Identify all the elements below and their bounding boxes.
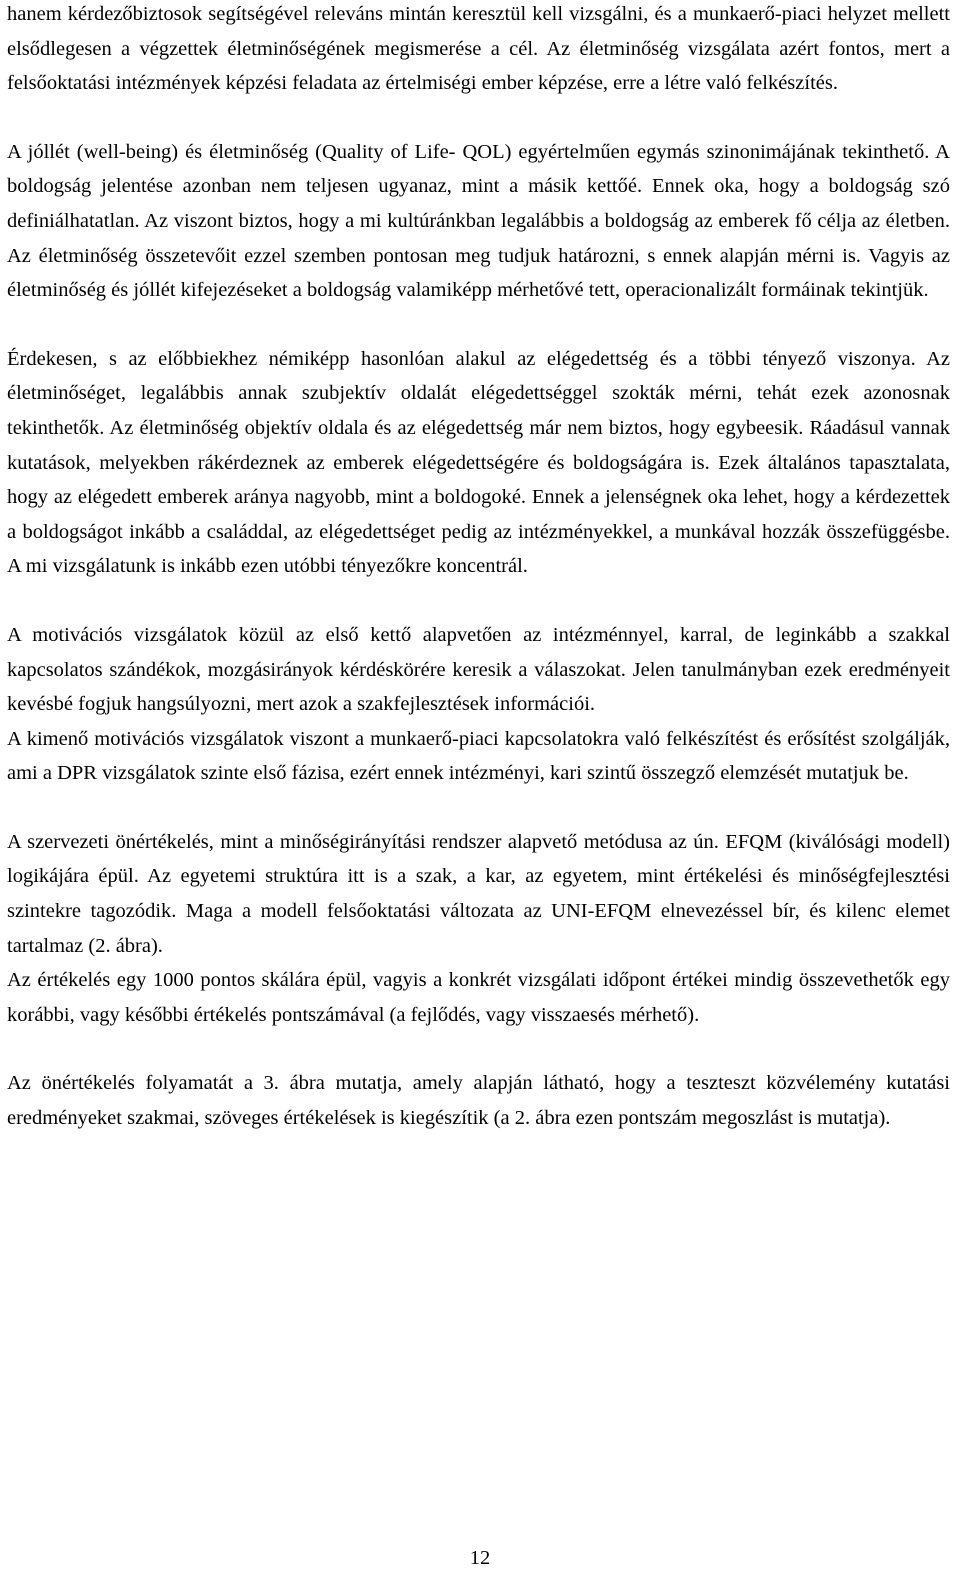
paragraph-satisfaction: Érdekesen, s az előbbiekhez némiképp hasonlóan alakul az elégedettség és a többi tényező viszonya. Az életminőséget, legalábbis annak szubjektív oldalát elégedettséggel szokták mérni, tehát ezek azonosnak tekinthetők. Az életminőség objektív oldala és az elégedettség már nem biztos, hogy egybeesik. Ráadásul vannak kutatások, melyekben rákérdeznek az emberek elégedettségére és boldogságára is. Ezek általános tapasztalata, hogy az elégedett emberek aránya nagyobb, mint a boldogoké. Ennek a jelenségnek oka lehet, hogy a kérdezettek a boldogságot inkább a családdal, az elégedettséget pedig az intézményekkel, a munkával hozzák összefüggésbe. A mi vizsgálatunk is inkább ezen utóbbi tényezőkre koncentrál. (7, 347, 950, 578)
paragraph-outgoing-motivation: A kimenő motivációs vizsgálatok viszont a munkaerő-piaci kapcsolatokra való felkészítést és erősítést szolgálják, ami a DPR vizsgálatok szinte első fázisa, ezért ennek intézményi, kari szintű összegző elemzését mutatjuk be. (7, 727, 950, 785)
document-page (7, 0, 950, 1136)
page-number: 12 (469, 1547, 491, 1569)
paragraph-wellbeing-definition: A jóllét (well-being) és életminőség (Quality of Life- QOL) egyértelműen egymás szinonimájának tekinthető. A boldogság jelentése azonban nem teljesen ugyanaz, mint a másik kettőé. Ennek oka, hogy a boldogság szó definiálhatatlan. Az viszont biztos, hogy a mi kultúránkban legalábbis a boldogság az emberek fő célja az életben. Az életminőség összetevőit ezzel szemben pontosan meg tudjuk határozni, s ennek alapján mérni is. Vagyis az életminőség és jóllét kifejezéseket a boldogság valamiképp mérhetővé tett, operacionalizált formáinak tekintjük. (7, 140, 950, 302)
paragraph-self-assessment-process: Az önértékelés folyamatát a 3. ábra mutatja, amely alapján látható, hogy a teszteszt közvélemény kutatási eredményeket szakmai, szöveges értékelések is kiegészítik (a 2. ábra ezen pontszám megoszlást is mutatja). (7, 1072, 950, 1130)
paragraph-life-quality-intro: hanem kérdezőbiztosok segítségével releváns mintán keresztül kell vizsgálni, és a munkaerő-piaci helyzet mellett elsődlegesen a végzettek életminőségének megismerése a cél. Az életminőség vizsgálata azért fontos, mert a felsőoktatási intézmények képzési feladata az értelmiségi ember képzése, erre a létre való felkészítés. (7, 3, 950, 95)
paragraph-self-assessment-efqm: A szervezeti önértékelés, mint a minőségirányítási rendszer alapvető metódusa az ún. EFQM (kiválósági modell) logikájára épül. Az egyetemi struktúra itt is a szak, a kar, az egyetem, mint értékelési és minőségfejlesztési szintekre tagozódik. Maga a modell felsőoktatási változata az UNI-EFQM elnevezéssel bír, és kilenc elemet tartalmaz (2. ábra). (7, 830, 950, 957)
paragraph-motivation-studies: A motivációs vizsgálatok közül az első kettő alapvetően az intézménnyel, karral, de leginkább a szakkal kapcsolatos szándékok, mozgásirányok kérdéskörére keresik a válaszokat. Jelen tanulmányban ezek eredményeit kevésbé fogjuk hangsúlyozni, mert azok a szakfejlesztések információi. (7, 623, 950, 716)
paragraph-scoring-scale: Az értékelés egy 1000 pontos skálára épül, vagyis a konkrét vizsgálati időpont értékei mindig összevethetők egy korábbi, vagy későbbi értékelés pontszámával (a fejlődés, vagy visszaesés mérhető). (7, 969, 950, 1026)
